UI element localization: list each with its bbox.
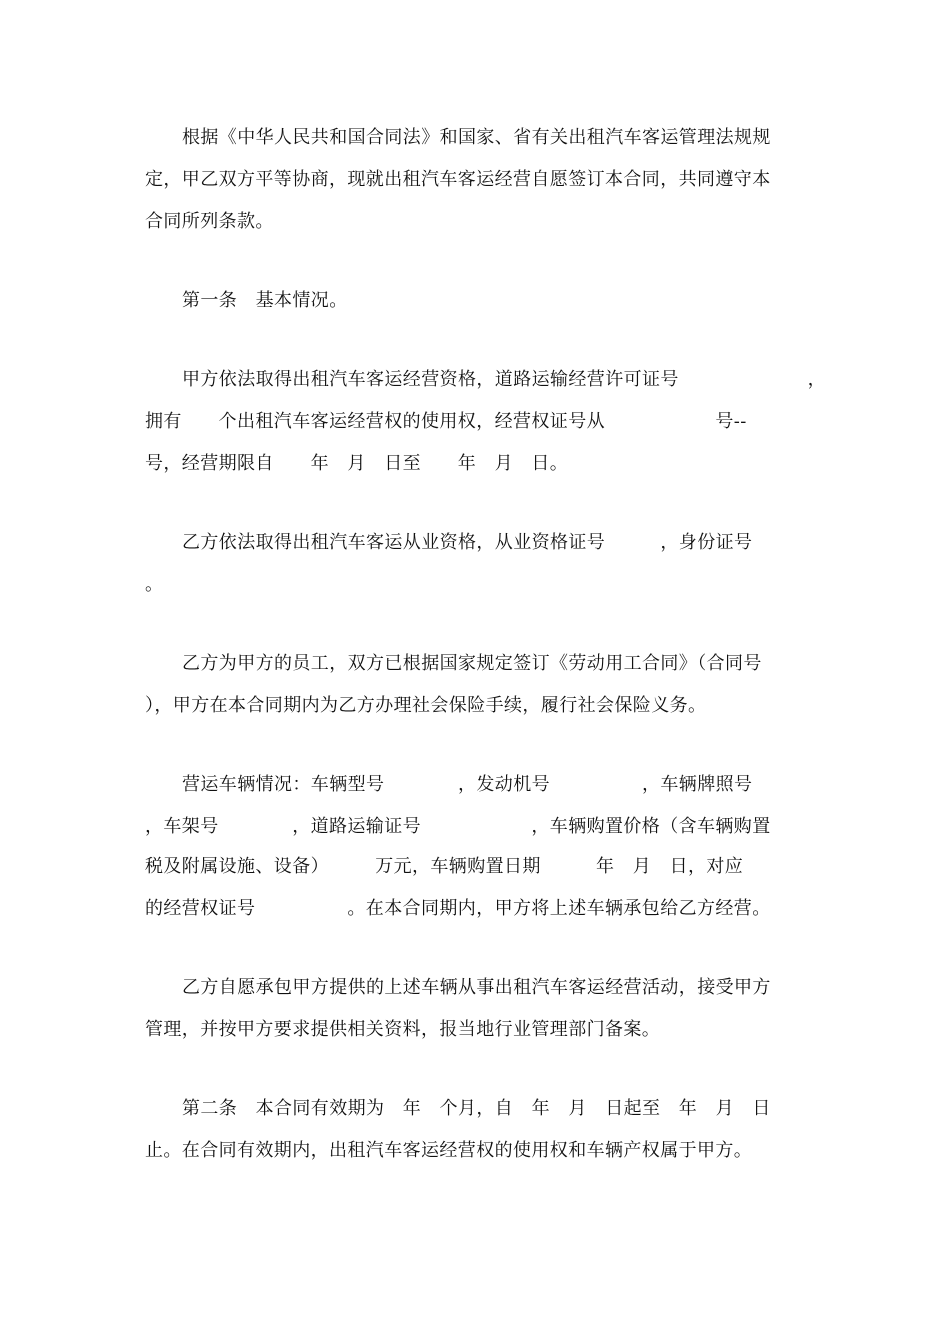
vehicle-line-2: ，车架号 ，道路运输证号 ，车辆购置价格（含车辆购置 (145, 816, 771, 837)
article-2-line-2: 止。在合同有效期内，出租汽车客运经营权的使用权和车辆产权属于甲方。 (145, 1140, 753, 1161)
party-a-line-1: 甲方依法取得出租汽车客运经营资格，道路运输经营许可证号 ， (182, 369, 826, 390)
employment-line-2: ），甲方在本合同期内为乙方办理社会保险手续，履行社会保险义务。 (145, 695, 707, 716)
preamble-line-1: 根据《中华人民共和国合同法》和国家、省有关出租汽车客运管理法规规 (182, 127, 771, 148)
party-b-line-1: 乙方依法取得出租汽车客运从业资格，从业资格证号 ，身份证号 (182, 532, 753, 553)
vehicle-line-1: 营运车辆情况：车辆型号 ，发动机号 ，车辆牌照号 (182, 774, 753, 795)
party-b-line-2: 。 (145, 574, 164, 595)
article-1-heading: 第一条 基本情况。 (182, 290, 348, 311)
party-a-line-2: 拥有 个出租汽车客运经营权的使用权，经营权证号从 号-- (145, 411, 747, 432)
contract-line-1: 乙方自愿承包甲方提供的上述车辆从事出租汽车客运经营活动，接受甲方 (182, 977, 771, 998)
vehicle-line-4: 的经营权证号 。在本合同期内，甲方将上述车辆承包给乙方经营。 (145, 898, 771, 919)
party-a-line-3: 号，经营期限自 年 月 日至 年 月 日。 (145, 453, 569, 474)
preamble-line-2: 定，甲乙双方平等协商，现就出租汽车客运经营自愿签订本合同，共同遵守本 (145, 169, 771, 190)
article-2-line-1: 第二条 本合同有效期为 年 个月，自 年 月 日起至 年 月 日 (182, 1098, 771, 1119)
preamble-line-3: 合同所列条款。 (145, 211, 274, 232)
vehicle-line-3: 税及附属设施、设备） 万元，车辆购置日期 年 月 日，对应 (145, 856, 744, 877)
contract-line-2: 管理，并按甲方要求提供相关资料，报当地行业管理部门备案。 (145, 1019, 661, 1040)
employment-line-1: 乙方为甲方的员工，双方已根据国家规定签订《劳动用工合同》（合同号 (182, 653, 762, 674)
